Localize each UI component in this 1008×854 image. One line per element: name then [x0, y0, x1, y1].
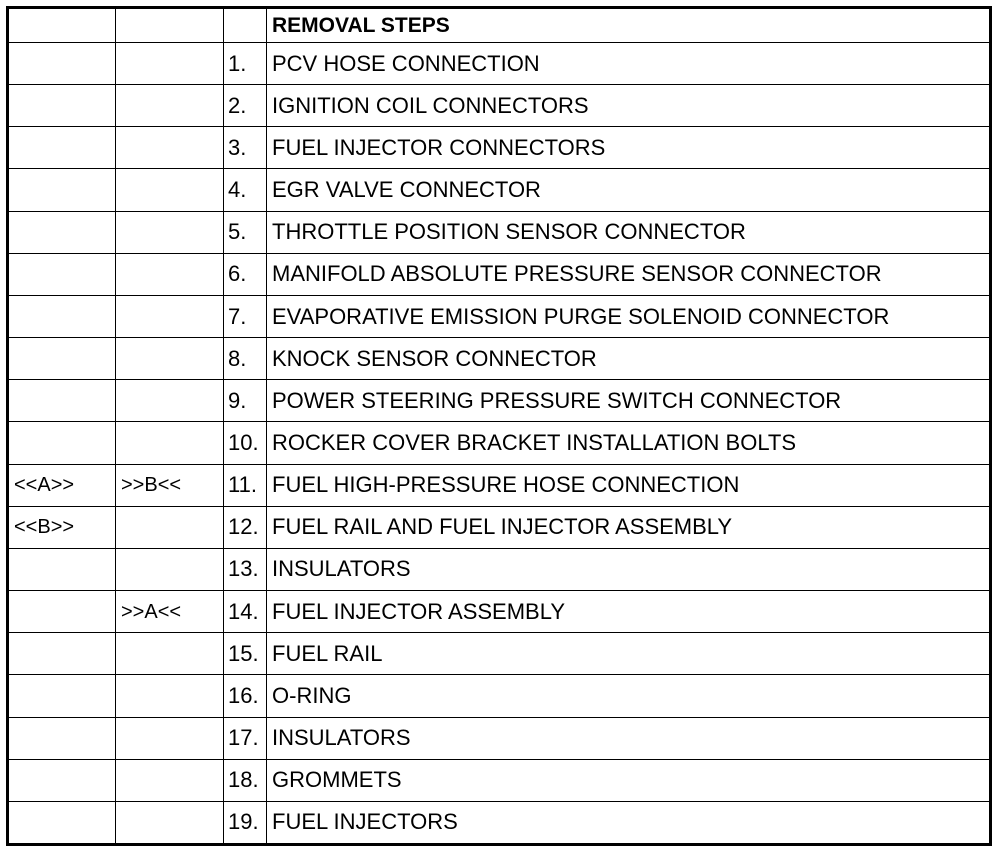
step-number-cell: 12.	[224, 506, 267, 548]
step-label-cell: FUEL INJECTORS	[267, 801, 991, 844]
step-number-cell: 3.	[224, 127, 267, 169]
header-cell-removal-ref	[8, 8, 116, 43]
removal-ref-cell	[8, 211, 116, 253]
step-number-cell: 9.	[224, 380, 267, 422]
table-row	[8, 422, 991, 464]
removal-ref-cell	[8, 759, 116, 801]
removal-ref-cell	[8, 127, 116, 169]
step-number-cell: 5.	[224, 211, 267, 253]
installation-ref-cell	[116, 422, 224, 464]
step-number-cell: 1.	[224, 43, 267, 85]
removal-ref-cell: <<B>>	[8, 506, 116, 548]
installation-ref-cell	[116, 338, 224, 380]
removal-ref-cell	[8, 422, 116, 464]
removal-ref-cell: <<A>>	[8, 464, 116, 506]
removal-ref-cell	[8, 717, 116, 759]
step-label-cell: EGR VALVE CONNECTOR	[267, 169, 991, 211]
removal-ref-cell	[8, 801, 116, 844]
step-number-cell: 17.	[224, 717, 267, 759]
installation-ref-cell	[116, 253, 224, 295]
steps-body	[8, 43, 991, 845]
installation-ref-cell	[116, 295, 224, 337]
installation-ref-cell	[116, 548, 224, 590]
step-number-cell: 19.	[224, 801, 267, 844]
step-number-cell: 16.	[224, 675, 267, 717]
removal-steps-table	[6, 6, 992, 846]
step-label-cell: ROCKER COVER BRACKET INSTALLATION BOLTS	[267, 422, 991, 464]
installation-ref-cell	[116, 801, 224, 844]
table-row	[8, 85, 991, 127]
step-number-cell: 2.	[224, 85, 267, 127]
step-number-cell: 7.	[224, 295, 267, 337]
removal-ref-cell	[8, 85, 116, 127]
installation-ref-cell	[116, 380, 224, 422]
table-row	[8, 253, 991, 295]
table-row	[8, 506, 991, 548]
table-title: REMOVAL STEPS	[267, 8, 991, 43]
installation-ref-cell	[116, 169, 224, 211]
header-cell-number	[224, 8, 267, 43]
step-number-cell: 8.	[224, 338, 267, 380]
step-label-cell: FUEL HIGH-PRESSURE HOSE CONNECTION	[267, 464, 991, 506]
step-label-cell: IGNITION COIL CONNECTORS	[267, 85, 991, 127]
removal-ref-cell	[8, 43, 116, 85]
removal-ref-cell	[8, 169, 116, 211]
step-label-cell: MANIFOLD ABSOLUTE PRESSURE SENSOR CONNECTOR	[267, 253, 991, 295]
installation-ref-cell	[116, 633, 224, 675]
table-row	[8, 169, 991, 211]
header-cell-installation-ref	[116, 8, 224, 43]
table-row	[8, 43, 991, 85]
installation-ref-cell: >>B<<	[116, 464, 224, 506]
removal-ref-cell	[8, 295, 116, 337]
installation-ref-cell	[116, 85, 224, 127]
step-label-cell: O-RING	[267, 675, 991, 717]
step-number-cell: 14.	[224, 591, 267, 633]
installation-ref-cell	[116, 127, 224, 169]
installation-ref-cell	[116, 717, 224, 759]
step-label-cell: GROMMETS	[267, 759, 991, 801]
installation-ref-cell	[116, 211, 224, 253]
installation-ref-cell	[116, 506, 224, 548]
table-row	[8, 675, 991, 717]
table-row	[8, 211, 991, 253]
step-label-cell: POWER STEERING PRESSURE SWITCH CONNECTOR	[267, 380, 991, 422]
table-row	[8, 338, 991, 380]
step-number-cell: 15.	[224, 633, 267, 675]
step-number-cell: 10.	[224, 422, 267, 464]
step-label-cell: PCV HOSE CONNECTION	[267, 43, 991, 85]
removal-ref-cell	[8, 633, 116, 675]
table-row	[8, 759, 991, 801]
table-row	[8, 380, 991, 422]
installation-ref-cell	[116, 675, 224, 717]
step-label-cell: INSULATORS	[267, 717, 991, 759]
table-row	[8, 295, 991, 337]
table-row	[8, 633, 991, 675]
step-number-cell: 11.	[224, 464, 267, 506]
table-row	[8, 591, 991, 633]
table-row	[8, 548, 991, 590]
step-number-cell: 6.	[224, 253, 267, 295]
table-row	[8, 801, 991, 844]
installation-ref-cell	[116, 43, 224, 85]
step-number-cell: 18.	[224, 759, 267, 801]
table-row	[8, 464, 991, 506]
step-label-cell: EVAPORATIVE EMISSION PURGE SOLENOID CONNECTOR	[267, 295, 991, 337]
step-label-cell: FUEL RAIL AND FUEL INJECTOR ASSEMBLY	[267, 506, 991, 548]
step-label-cell: KNOCK SENSOR CONNECTOR	[267, 338, 991, 380]
removal-ref-cell	[8, 675, 116, 717]
step-label-cell: THROTTLE POSITION SENSOR CONNECTOR	[267, 211, 991, 253]
step-label-cell: FUEL INJECTOR CONNECTORS	[267, 127, 991, 169]
installation-ref-cell	[116, 759, 224, 801]
removal-ref-cell	[8, 380, 116, 422]
removal-ref-cell	[8, 591, 116, 633]
installation-ref-cell: >>A<<	[116, 591, 224, 633]
table-row	[8, 127, 991, 169]
step-label-cell: FUEL INJECTOR ASSEMBLY	[267, 591, 991, 633]
table-row	[8, 717, 991, 759]
removal-ref-cell	[8, 338, 116, 380]
step-label-cell: FUEL RAIL	[267, 633, 991, 675]
step-number-cell: 13.	[224, 548, 267, 590]
step-number-cell: 4.	[224, 169, 267, 211]
removal-ref-cell	[8, 548, 116, 590]
removal-ref-cell	[8, 253, 116, 295]
header-row	[8, 8, 991, 43]
step-label-cell: INSULATORS	[267, 548, 991, 590]
